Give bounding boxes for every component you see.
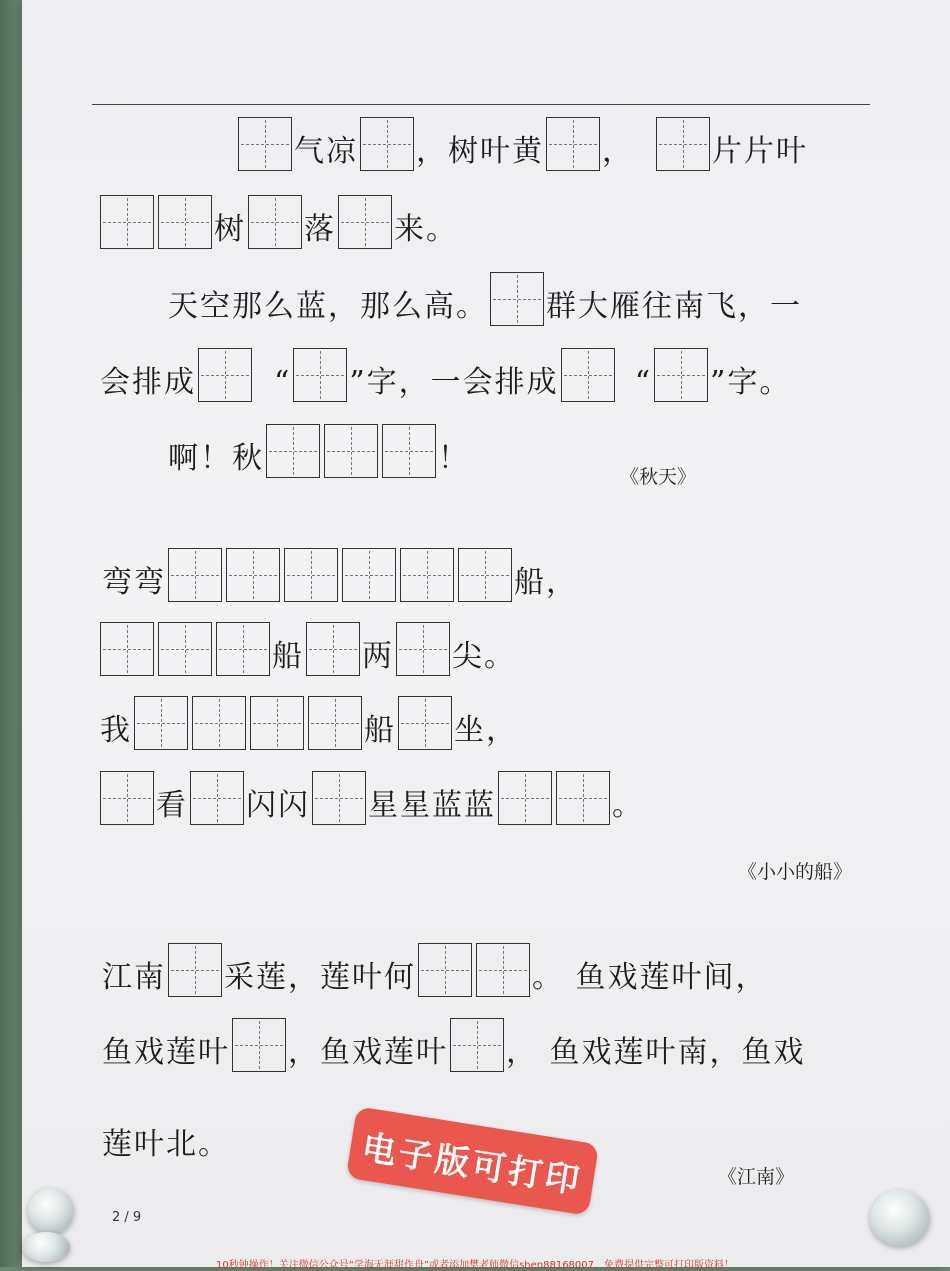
text: 采莲，莲叶何: [224, 960, 416, 995]
answer-box[interactable]: [306, 622, 360, 676]
text: 群大雁往南飞，一: [546, 289, 802, 324]
answer-box[interactable]: [134, 696, 188, 750]
answer-box[interactable]: [168, 943, 222, 997]
answer-box[interactable]: [556, 771, 610, 825]
answer-box[interactable]: [546, 117, 600, 171]
poem1-line5: [168, 424, 470, 478]
text: 弯弯: [102, 565, 166, 600]
text: 树: [214, 212, 246, 247]
text: 船: [272, 639, 304, 674]
answer-box[interactable]: [418, 943, 472, 997]
answer-box[interactable]: [308, 696, 362, 750]
poem3-line1: [102, 943, 768, 997]
poem1-line4: [100, 348, 791, 402]
text: 闪闪: [246, 788, 310, 823]
answer-box[interactable]: [396, 622, 450, 676]
answer-box[interactable]: [654, 348, 708, 402]
text: 。: [612, 788, 644, 823]
answer-box[interactable]: [656, 117, 710, 171]
poem2-source: 《小小的船》: [738, 861, 853, 883]
answer-box[interactable]: [250, 696, 304, 750]
pushpin-icon: [870, 1190, 930, 1246]
answer-box[interactable]: [238, 117, 292, 171]
answer-box[interactable]: [324, 424, 378, 478]
text: ”字。: [710, 365, 792, 400]
text: 两: [362, 639, 394, 674]
answer-box[interactable]: [266, 424, 320, 478]
answer-box[interactable]: [342, 548, 396, 602]
answer-box[interactable]: [382, 424, 436, 478]
poem3-source: 《江南》: [718, 1166, 795, 1188]
answer-box[interactable]: [168, 548, 222, 602]
answer-box[interactable]: [360, 117, 414, 171]
answer-box[interactable]: [293, 348, 347, 402]
text: 江南: [102, 960, 166, 995]
answer-box[interactable]: [100, 771, 154, 825]
answer-box[interactable]: [248, 195, 302, 249]
text: 来。: [394, 212, 458, 247]
text: ，鱼戏莲叶: [288, 1035, 448, 1070]
text: 我: [100, 713, 132, 748]
text: 落: [304, 212, 336, 247]
answer-box[interactable]: [192, 696, 246, 750]
text: ， 鱼戏莲叶南，鱼戏: [506, 1035, 806, 1070]
text: 坐，: [454, 713, 518, 748]
answer-box[interactable]: [158, 622, 212, 676]
header-rule: [92, 104, 870, 105]
poem3-line3: [102, 1127, 230, 1164]
text: 啊！秋: [168, 441, 264, 476]
text: 船，: [514, 565, 578, 600]
text: 片片叶: [712, 134, 808, 169]
poem2-line2: [98, 622, 516, 676]
answer-box[interactable]: [450, 1018, 504, 1072]
poem2-line3: [100, 696, 518, 750]
answer-box[interactable]: [458, 548, 512, 602]
footer-notice: 10秒钟操作！关注微信公众号“学海无涯甜作舟”或者添加樊老师微信shen88168007，免费提供完整可打印版资料！: [215, 1260, 735, 1271]
answer-box[interactable]: [216, 622, 270, 676]
text: 尖。: [452, 639, 516, 674]
answer-box[interactable]: [561, 348, 615, 402]
answer-box[interactable]: [232, 1018, 286, 1072]
printable-stamp: 电子版可打印: [346, 1106, 599, 1215]
poem1-line3: [168, 272, 802, 326]
answer-box[interactable]: [490, 272, 544, 326]
text: “: [634, 365, 653, 400]
text: 。 鱼戏莲叶间，: [532, 960, 768, 995]
text: 莲叶北。: [102, 1127, 230, 1162]
text: ”字，一会排成: [349, 365, 559, 400]
answer-box[interactable]: [226, 548, 280, 602]
text: “: [274, 365, 292, 400]
poem2-line4: [98, 771, 644, 825]
page-number: 2 / 9: [112, 1210, 142, 1225]
poem1-source: 《秋天》: [620, 466, 697, 488]
answer-box[interactable]: [284, 548, 338, 602]
text: ，树叶黄: [416, 134, 544, 169]
text: 看: [156, 788, 188, 823]
pushpin-icon: [28, 1188, 74, 1234]
text: ！: [438, 441, 470, 476]
answer-box[interactable]: [198, 348, 252, 402]
text: 会排成: [100, 365, 196, 400]
text: ，: [602, 134, 634, 169]
text: 星星蓝蓝: [368, 788, 496, 823]
poem1-line2: [98, 195, 458, 249]
answer-box[interactable]: [100, 195, 154, 249]
answer-box[interactable]: [498, 771, 552, 825]
answer-box[interactable]: [100, 622, 154, 676]
poem2-line1: [102, 548, 578, 602]
text: 天空那么蓝，那么高。: [168, 289, 488, 324]
poem3-line2: [102, 1018, 806, 1072]
answer-box[interactable]: [400, 548, 454, 602]
text: 气凉: [294, 134, 358, 169]
answer-box[interactable]: [312, 771, 366, 825]
text: 船: [364, 713, 396, 748]
text: 鱼戏莲叶: [102, 1035, 230, 1070]
poem1-line1: [236, 117, 808, 171]
answer-box[interactable]: [158, 195, 212, 249]
answer-box[interactable]: [338, 195, 392, 249]
answer-box[interactable]: [190, 771, 244, 825]
answer-box[interactable]: [398, 696, 452, 750]
answer-box[interactable]: [476, 943, 530, 997]
